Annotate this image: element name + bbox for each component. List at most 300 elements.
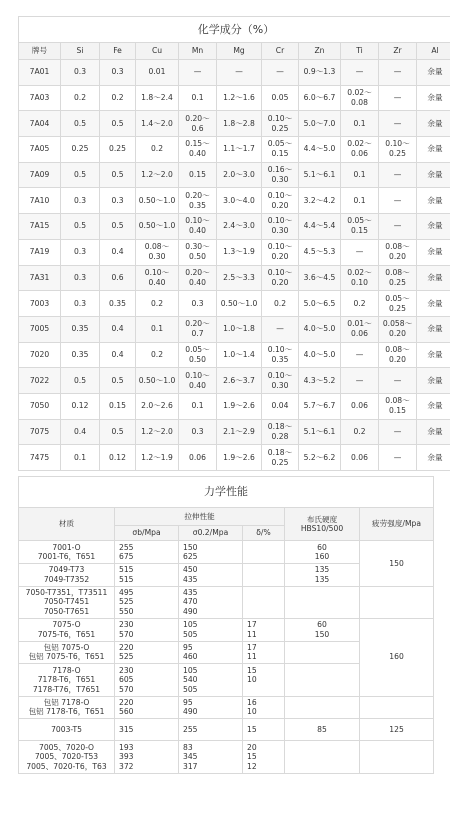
hardness-cell	[285, 563, 360, 586]
table-cell: 余量	[417, 188, 450, 214]
hardness-cell-line	[287, 607, 357, 616]
table-cell: 0.1	[341, 162, 379, 188]
material-cell	[19, 618, 115, 641]
delta-cell-line	[247, 552, 282, 561]
sigma-02-cell	[179, 696, 243, 719]
table-cell: 0.1	[179, 85, 217, 111]
sigma-02-cell-line: 105	[183, 665, 198, 675]
table-cell: 1.9～2.6	[217, 445, 262, 471]
table-cell: 3.0～4.0	[217, 188, 262, 214]
table-cell: —	[179, 60, 217, 86]
material-cell-line: 7050-T7451	[43, 597, 90, 607]
hardness-cell-line	[287, 597, 357, 606]
sigma-b-cell	[115, 696, 179, 719]
table-row	[19, 719, 434, 741]
material-cell-line: 7005、7020-T53	[34, 752, 99, 762]
table-cell: 0.1	[179, 393, 217, 419]
fatigue-cell: 125	[360, 719, 434, 741]
table-cell: —	[217, 60, 262, 86]
sigma-02-cell-line: 95	[183, 643, 193, 653]
delta-cell-line: 10	[247, 675, 257, 685]
sigma-02-cell	[179, 641, 243, 664]
col-tensile-header: 拉伸性能	[115, 508, 285, 526]
table-cell: 5.7～6.7	[299, 393, 341, 419]
table-row	[19, 393, 450, 419]
table-row	[19, 85, 450, 111]
sigma-b-cell-line: 560	[119, 707, 134, 717]
sigma-02-cell-line: 435	[183, 574, 198, 584]
table-cell: 0.20～0.35	[179, 188, 217, 214]
sigma-02-cell	[179, 719, 243, 741]
fatigue-cell	[360, 586, 434, 618]
table-cell: 0.02～0.10	[341, 265, 379, 291]
table-cell: 1.4～2.0	[136, 111, 179, 137]
sigma-b-cell-line: 372	[119, 761, 134, 771]
material-cell-line: 7178-T76，T7651	[32, 684, 101, 694]
sigma-b-cell	[115, 541, 179, 564]
table-cell: —	[379, 368, 417, 394]
table-row	[19, 618, 434, 641]
table-cell: 0.1	[341, 188, 379, 214]
material-cell-line: 包铝 7178-O	[43, 698, 90, 708]
sub-sigma-b-header: σb/Mpa	[115, 526, 179, 541]
table-cell: 0.10～0.35	[262, 342, 299, 368]
table-cell: 余量	[417, 239, 450, 265]
hardness-cell-line	[287, 666, 357, 675]
table-cell: 0.5	[61, 111, 100, 137]
table-cell: 0.3	[61, 60, 100, 86]
table-cell: 0.10～0.25	[262, 111, 299, 137]
table-cell: 0.50～1.0	[136, 214, 179, 240]
table-cell: 7A31	[19, 265, 61, 291]
table-cell: 0.05	[262, 85, 299, 111]
sigma-02-cell-line: 490	[183, 707, 198, 717]
chem-col-header: 牌号	[19, 43, 61, 60]
sigma-b-cell-line: 515	[119, 565, 134, 575]
table-cell: —	[341, 342, 379, 368]
table-cell: 0.35	[100, 291, 136, 317]
sigma-b-cell-line: 495	[119, 588, 134, 598]
chem-col-header: Mn	[179, 43, 217, 60]
hardness-cell-line	[287, 685, 357, 694]
material-cell-line: 7001-O	[52, 542, 81, 552]
table-cell: 0.3	[61, 188, 100, 214]
table-cell: 7A09	[19, 162, 61, 188]
material-cell-line: 7001-T6，T651	[37, 551, 96, 561]
sigma-02-cell-line: 95	[183, 698, 193, 708]
sigma-02-cell-line: 450	[183, 565, 198, 575]
hardness-cell-line: 60	[317, 620, 327, 630]
table-cell: 7A15	[19, 214, 61, 240]
table-row	[19, 265, 450, 291]
table-cell: 1.8～2.4	[136, 85, 179, 111]
sigma-b-cell-line: 220	[119, 698, 134, 708]
material-cell-line: 7050-T7351，T73511	[25, 588, 108, 598]
table-cell: 余量	[417, 162, 450, 188]
table-cell: —	[379, 419, 417, 445]
table-cell: 0.5	[100, 368, 136, 394]
material-cell	[19, 586, 115, 618]
table-row	[19, 445, 450, 471]
table-cell: 0.18～0.25	[262, 445, 299, 471]
chemical-composition-table	[18, 16, 450, 471]
table-row	[19, 137, 450, 163]
sigma-02-cell	[179, 618, 243, 641]
table-cell: 0.5	[100, 214, 136, 240]
sigma-02-cell-line: 540	[183, 675, 198, 685]
table-cell: 7003	[19, 291, 61, 317]
delta-cell	[243, 641, 285, 664]
sigma-b-cell-line: 525	[119, 597, 134, 607]
table-cell: 0.3	[100, 60, 136, 86]
table-cell: 7075	[19, 419, 61, 445]
table-cell: 0.20～0.6	[179, 111, 217, 137]
table-cell: 余量	[417, 316, 450, 342]
table-cell: 余量	[417, 137, 450, 163]
sigma-b-cell	[115, 563, 179, 586]
table-cell: 0.50～1.0	[136, 368, 179, 394]
table-cell: 0.3	[61, 265, 100, 291]
col-hardness-header	[285, 508, 360, 541]
sigma-02-cell	[179, 741, 243, 773]
fatigue-cell	[360, 741, 434, 773]
delta-cell-line: 11	[247, 629, 257, 639]
table-cell: 7475	[19, 445, 61, 471]
table-cell: —	[379, 188, 417, 214]
sigma-02-cell	[179, 664, 243, 696]
table-cell: 0.9～1.3	[299, 60, 341, 86]
table-row	[19, 696, 434, 719]
delta-cell-line	[247, 588, 282, 597]
table-row	[19, 60, 450, 86]
table-cell: 1.1～1.7	[217, 137, 262, 163]
delta-cell-line	[247, 575, 282, 584]
sigma-b-cell-line: 220	[119, 643, 134, 653]
table-row	[19, 239, 450, 265]
table-cell: 1.2～1.9	[136, 445, 179, 471]
material-cell-line: 7178-O	[52, 665, 81, 675]
delta-cell-line	[247, 565, 282, 574]
chem-col-header: Mg	[217, 43, 262, 60]
material-cell	[19, 719, 115, 741]
hardness-cell	[285, 664, 360, 696]
hardness-cell-line	[287, 707, 357, 716]
table-cell: —	[379, 445, 417, 471]
table-cell: 2.0～2.6	[136, 393, 179, 419]
table-cell: 0.6	[100, 265, 136, 291]
table-cell: 0.05～0.15	[262, 137, 299, 163]
table-cell: 0.05～0.25	[379, 291, 417, 317]
material-cell-line: 7003-T5	[51, 725, 82, 735]
table-cell: 余量	[417, 445, 450, 471]
table-cell: 1.9～2.6	[217, 393, 262, 419]
table-cell: 余量	[417, 214, 450, 240]
table-cell: 0.05～0.50	[179, 342, 217, 368]
table-cell: 0.35	[61, 342, 100, 368]
table-cell: 0.01	[136, 60, 179, 86]
sigma-02-cell-line: 505	[183, 684, 198, 694]
table-row	[19, 419, 450, 445]
fatigue-cell: 150	[360, 541, 434, 587]
delta-cell	[243, 618, 285, 641]
fatigue-cell: 160	[360, 618, 434, 696]
table-cell: 余量	[417, 265, 450, 291]
sigma-02-cell	[179, 541, 243, 564]
sigma-b-cell	[115, 741, 179, 773]
table-cell: 0.25	[61, 137, 100, 163]
hardness-cell-line	[287, 588, 357, 597]
hardness-cell	[285, 741, 360, 773]
table-cell: 0.10～0.30	[262, 368, 299, 394]
table-cell: 7A10	[19, 188, 61, 214]
material-cell	[19, 696, 115, 719]
delta-cell	[243, 719, 285, 741]
sigma-b-cell-line: 230	[119, 620, 134, 630]
table-cell: 0.5	[100, 162, 136, 188]
table-cell: 0.5	[100, 111, 136, 137]
table-cell: 0.2	[341, 291, 379, 317]
table-cell: 0.2	[136, 291, 179, 317]
hardness-cell	[285, 696, 360, 719]
table-cell: 0.10～0.25	[379, 137, 417, 163]
delta-cell-line: 15	[247, 752, 257, 762]
sigma-02-cell-line: 317	[183, 761, 198, 771]
table-cell: —	[379, 85, 417, 111]
delta-cell-line: 15	[247, 665, 257, 675]
delta-cell	[243, 741, 285, 773]
sigma-02-cell-line: 505	[183, 629, 198, 639]
delta-cell	[243, 696, 285, 719]
table-cell: 0.3	[61, 239, 100, 265]
chem-col-header: Fe	[100, 43, 136, 60]
material-cell-line: 7005、7020-O	[39, 742, 94, 752]
table-cell: 1.0～1.8	[217, 316, 262, 342]
hardness-cell-line: 60	[317, 542, 327, 552]
hardness-cell-line	[287, 752, 357, 761]
delta-cell-line: 17	[247, 643, 257, 653]
delta-cell-line: 12	[247, 761, 257, 771]
delta-cell-line	[247, 685, 282, 694]
sigma-b-cell-line: 230	[119, 665, 134, 675]
chem-col-header: Al	[417, 43, 450, 60]
sigma-b-cell-line: 570	[119, 684, 134, 694]
sigma-b-cell-line: 515	[119, 574, 134, 584]
sigma-02-cell-line: 470	[183, 597, 198, 607]
sigma-b-cell	[115, 586, 179, 618]
table-cell: 2.6～3.7	[217, 368, 262, 394]
hardness-header-line: 布氏硬度	[306, 514, 338, 524]
chem-col-header: Zr	[379, 43, 417, 60]
delta-cell-line: 10	[247, 707, 257, 717]
table-cell: 0.4	[100, 239, 136, 265]
table-cell: 0.2	[100, 85, 136, 111]
table-cell: 0.10～0.40	[136, 265, 179, 291]
table-cell: 余量	[417, 393, 450, 419]
delta-cell-line: 17	[247, 620, 257, 630]
table-cell: 7005	[19, 316, 61, 342]
table-cell: 0.4	[61, 419, 100, 445]
table-cell: 0.1	[136, 316, 179, 342]
table-row	[19, 342, 450, 368]
material-cell	[19, 741, 115, 773]
table-cell: 2.4～3.0	[217, 214, 262, 240]
table-cell: 0.10～0.30	[262, 214, 299, 240]
material-cell-line: 7050-T7651	[43, 606, 90, 616]
sigma-02-cell-line: 345	[183, 752, 198, 762]
table-cell: 0.15	[100, 393, 136, 419]
table-cell: 0.06	[341, 445, 379, 471]
sub-delta-header: δ/%	[243, 526, 285, 541]
table-cell: 4.0～5.0	[299, 316, 341, 342]
chem-col-header: Cr	[262, 43, 299, 60]
material-cell-line: 包铝 7075-O	[43, 643, 90, 653]
col-fatigue-header: 疲劳强度/Mpa	[360, 508, 434, 541]
material-cell-line: 7075-T6，T651	[37, 629, 96, 639]
hardness-cell-line: 150	[314, 629, 330, 639]
table-cell: 0.10～0.40	[179, 214, 217, 240]
sigma-b-cell-line: 675	[119, 551, 134, 561]
table-cell: 0.1	[61, 445, 100, 471]
table-cell: —	[262, 316, 299, 342]
table-cell: 7A01	[19, 60, 61, 86]
material-cell-line: 包铝 7178-T6，T651	[28, 707, 105, 717]
table-cell: —	[341, 60, 379, 86]
delta-cell-line	[247, 607, 282, 616]
sigma-b-cell-line: 550	[119, 606, 134, 616]
hardness-cell-line: 160	[314, 551, 330, 561]
material-cell-line: 包铝 7075-T6，T651	[28, 652, 105, 662]
table-cell: 余量	[417, 111, 450, 137]
table-cell: 余量	[417, 419, 450, 445]
table-cell: 7A19	[19, 239, 61, 265]
table-cell: 0.12	[100, 445, 136, 471]
table-cell: 0.5	[61, 214, 100, 240]
table-cell: 0.05～0.15	[341, 214, 379, 240]
material-cell	[19, 541, 115, 564]
material-cell	[19, 641, 115, 664]
hardness-cell-line	[287, 652, 357, 661]
sigma-02-cell	[179, 563, 243, 586]
material-cell	[19, 563, 115, 586]
sigma-02-cell-line: 435	[183, 588, 198, 598]
sigma-b-cell	[115, 719, 179, 741]
table-cell: 4.3～5.2	[299, 368, 341, 394]
sigma-b-cell-line: 193	[119, 742, 134, 752]
table-row	[19, 188, 450, 214]
table-cell: 3.6～4.5	[299, 265, 341, 291]
table-cell: 余量	[417, 291, 450, 317]
material-cell	[19, 664, 115, 696]
table-cell: 余量	[417, 85, 450, 111]
table-cell: 0.16～0.30	[262, 162, 299, 188]
table-cell: 0.5	[61, 162, 100, 188]
table-cell: 7020	[19, 342, 61, 368]
mech-table-title: 力学性能	[19, 477, 434, 508]
table-row	[19, 316, 450, 342]
table-cell: 0.04	[262, 393, 299, 419]
delta-cell-line	[247, 597, 282, 606]
table-cell: 7A04	[19, 111, 61, 137]
chem-col-header: Cu	[136, 43, 179, 60]
sigma-b-cell-line: 570	[119, 629, 134, 639]
table-cell: 6.0～6.7	[299, 85, 341, 111]
table-cell: 5.2～6.2	[299, 445, 341, 471]
table-row	[19, 368, 450, 394]
table-cell: 0.08～0.30	[136, 239, 179, 265]
material-cell-line: 7005、7020-T6，T63	[26, 761, 107, 771]
hardness-cell-line	[287, 762, 357, 771]
hardness-cell	[285, 641, 360, 664]
table-cell: 0.30～0.50	[179, 239, 217, 265]
table-cell: 3.2～4.2	[299, 188, 341, 214]
table-cell: 余量	[417, 368, 450, 394]
table-cell: 5.0～6.5	[299, 291, 341, 317]
table-row	[19, 541, 434, 564]
table-cell: 0.01～0.06	[341, 316, 379, 342]
table-cell: 7A03	[19, 85, 61, 111]
table-cell: 0.10～0.40	[179, 368, 217, 394]
sigma-b-cell	[115, 664, 179, 696]
table-cell: 0.1	[341, 111, 379, 137]
table-cell: 7050	[19, 393, 61, 419]
table-cell: 7A05	[19, 137, 61, 163]
chem-col-header: Si	[61, 43, 100, 60]
table-cell: 0.2	[61, 85, 100, 111]
table-cell: 1.3～1.9	[217, 239, 262, 265]
table-cell: 0.08～0.20	[379, 342, 417, 368]
col-material-header: 材质	[19, 508, 115, 541]
delta-cell	[243, 664, 285, 696]
sigma-b-cell-line: 315	[119, 725, 134, 735]
sigma-02-cell-line: 105	[183, 620, 198, 630]
hardness-cell-line: 135	[314, 574, 330, 584]
table-cell: 0.10～0.20	[262, 239, 299, 265]
table-cell: 0.02～0.06	[341, 137, 379, 163]
hardness-header-line: HBS10/500	[300, 524, 344, 533]
table-cell: 0.058～0.20	[379, 316, 417, 342]
sigma-b-cell-line: 393	[119, 752, 134, 762]
table-row	[19, 162, 450, 188]
table-cell: 0.08～0.20	[379, 239, 417, 265]
sigma-02-cell-line: 83	[183, 742, 193, 752]
table-cell: 1.2～2.0	[136, 419, 179, 445]
hardness-cell	[285, 719, 360, 741]
table-cell: 4.4～5.4	[299, 214, 341, 240]
hardness-cell	[285, 541, 360, 564]
hardness-cell-line	[287, 743, 357, 752]
hardness-cell	[285, 586, 360, 618]
table-cell: 0.2	[136, 137, 179, 163]
table-cell: —	[262, 60, 299, 86]
table-cell: 0.12	[61, 393, 100, 419]
hardness-cell-line: 135	[314, 565, 330, 575]
table-row	[19, 291, 450, 317]
table-cell: 4.0～5.0	[299, 342, 341, 368]
table-cell: 0.06	[179, 445, 217, 471]
table-cell: —	[379, 162, 417, 188]
delta-cell	[243, 586, 285, 618]
table-cell: 5.1～6.1	[299, 162, 341, 188]
sub-sigma-02-header: σ0.2/Mpa	[179, 526, 243, 541]
table-cell: 0.18～0.28	[262, 419, 299, 445]
table-cell: 4.5～5.3	[299, 239, 341, 265]
table-cell: 余量	[417, 342, 450, 368]
table-cell: 5.0～7.0	[299, 111, 341, 137]
mechanical-properties-table	[18, 476, 434, 774]
delta-cell	[243, 541, 285, 564]
table-cell: 0.5	[100, 419, 136, 445]
delta-cell-line: 16	[247, 698, 257, 708]
